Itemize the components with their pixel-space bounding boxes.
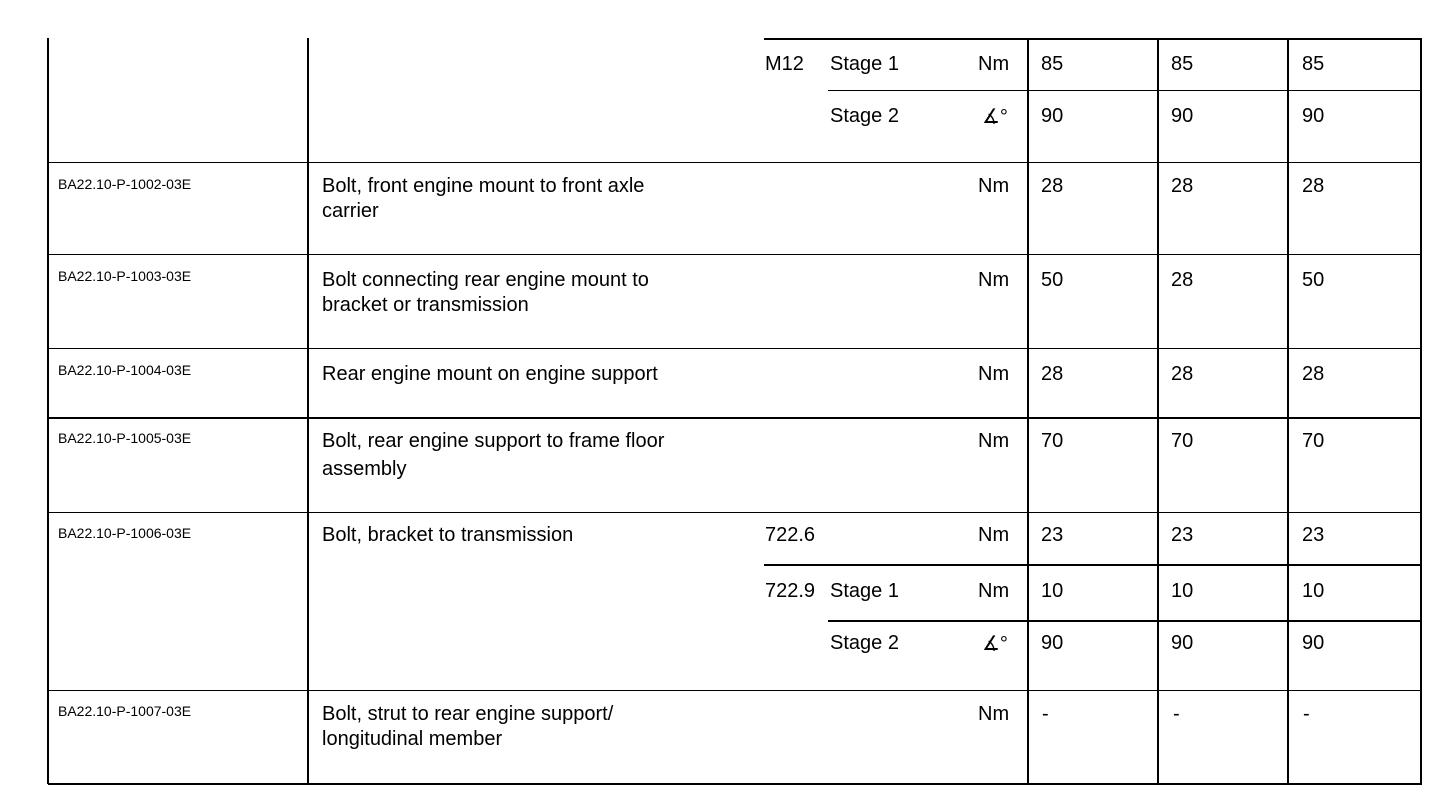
left-border <box>47 38 49 784</box>
value-cell: 28 <box>1171 269 1194 291</box>
description-line: Bolt connecting rear engine mount to <box>322 269 649 291</box>
document-code: BA22.10-P-1002-03E <box>58 176 192 192</box>
variant-cell: 722.9 <box>765 580 816 602</box>
description-line: Bolt, front engine mount to front axle <box>322 175 645 197</box>
sub-row-divider <box>828 90 1422 91</box>
description-line: carrier <box>322 200 379 222</box>
unit-cell: Nm <box>978 580 1010 602</box>
code-column-divider <box>307 38 309 784</box>
value1-column-divider <box>1157 38 1159 784</box>
value-cell: 85 <box>1171 53 1194 75</box>
value-cell: 90 <box>1302 632 1325 654</box>
unit-cell: Nm <box>978 524 1010 546</box>
top-border-partial <box>764 38 1422 40</box>
value-cell: 50 <box>1041 269 1064 291</box>
stage-cell: Stage 2 <box>830 632 899 654</box>
value-cell: 90 <box>1171 105 1194 127</box>
row-divider <box>48 254 1422 255</box>
stage-cell: Stage 1 <box>830 580 899 602</box>
unit-column-divider <box>1027 38 1029 784</box>
row-divider <box>48 348 1422 349</box>
description-line: Bolt, rear engine support to frame floor <box>322 430 665 452</box>
row-divider <box>48 690 1422 691</box>
stage-cell: Stage 2 <box>830 105 899 127</box>
value-cell: 23 <box>1302 524 1325 546</box>
value-cell: - <box>1042 703 1049 725</box>
row-divider <box>48 512 1422 513</box>
variant-cell: 722.6 <box>765 524 816 546</box>
document-code: BA22.10-P-1007-03E <box>58 703 192 719</box>
variant-cell: M12 <box>765 53 804 75</box>
angle-unit-icon: ∡° <box>982 633 1008 655</box>
value-cell: 28 <box>1302 363 1325 385</box>
value-cell: 28 <box>1171 363 1194 385</box>
value2-column-divider <box>1287 38 1289 784</box>
description-line: assembly <box>322 458 407 480</box>
document-code: BA22.10-P-1006-03E <box>58 525 192 541</box>
stage-cell: Stage 1 <box>830 53 899 75</box>
value-cell: 70 <box>1302 430 1325 452</box>
value-cell: 70 <box>1171 430 1194 452</box>
document-code: BA22.10-P-1004-03E <box>58 362 192 378</box>
unit-cell: Nm <box>978 703 1010 725</box>
description-line: Rear engine mount on engine support <box>322 363 658 385</box>
value-cell: 85 <box>1302 53 1325 75</box>
right-border <box>1420 38 1422 784</box>
row-divider <box>48 417 1422 419</box>
unit-cell: Nm <box>978 430 1010 452</box>
unit-cell: Nm <box>978 363 1010 385</box>
sub-row-divider <box>764 564 1422 566</box>
value-cell: 90 <box>1302 105 1325 127</box>
value-cell: 70 <box>1041 430 1064 452</box>
value-cell: 28 <box>1041 175 1064 197</box>
value-cell: - <box>1303 703 1310 725</box>
description-line: bracket or transmission <box>322 294 529 316</box>
value-cell: 28 <box>1041 363 1064 385</box>
value-cell: 23 <box>1171 524 1194 546</box>
unit-cell: Nm <box>978 175 1010 197</box>
document-code: BA22.10-P-1005-03E <box>58 430 192 446</box>
value-cell: 90 <box>1171 632 1194 654</box>
value-cell: 10 <box>1302 580 1325 602</box>
description-line: Bolt, bracket to transmission <box>322 524 574 546</box>
value-cell: 28 <box>1302 175 1325 197</box>
row-divider <box>48 162 1422 163</box>
unit-cell: Nm <box>978 53 1010 75</box>
unit-cell: Nm <box>978 269 1010 291</box>
value-cell: 90 <box>1041 632 1064 654</box>
value-cell: 90 <box>1041 105 1064 127</box>
value-cell: 10 <box>1171 580 1194 602</box>
description-line: Bolt, strut to rear engine support/ <box>322 703 614 725</box>
value-cell: 28 <box>1171 175 1194 197</box>
value-cell: 23 <box>1041 524 1064 546</box>
value-cell: 85 <box>1041 53 1064 75</box>
angle-unit-icon: ∡° <box>982 106 1008 128</box>
document-code: BA22.10-P-1003-03E <box>58 268 192 284</box>
value-cell: - <box>1173 703 1180 725</box>
value-cell: 50 <box>1302 269 1325 291</box>
value-cell: 10 <box>1041 580 1064 602</box>
description-line: longitudinal member <box>322 728 503 750</box>
sub-row-divider <box>828 620 1422 622</box>
bottom-border <box>48 783 1422 785</box>
